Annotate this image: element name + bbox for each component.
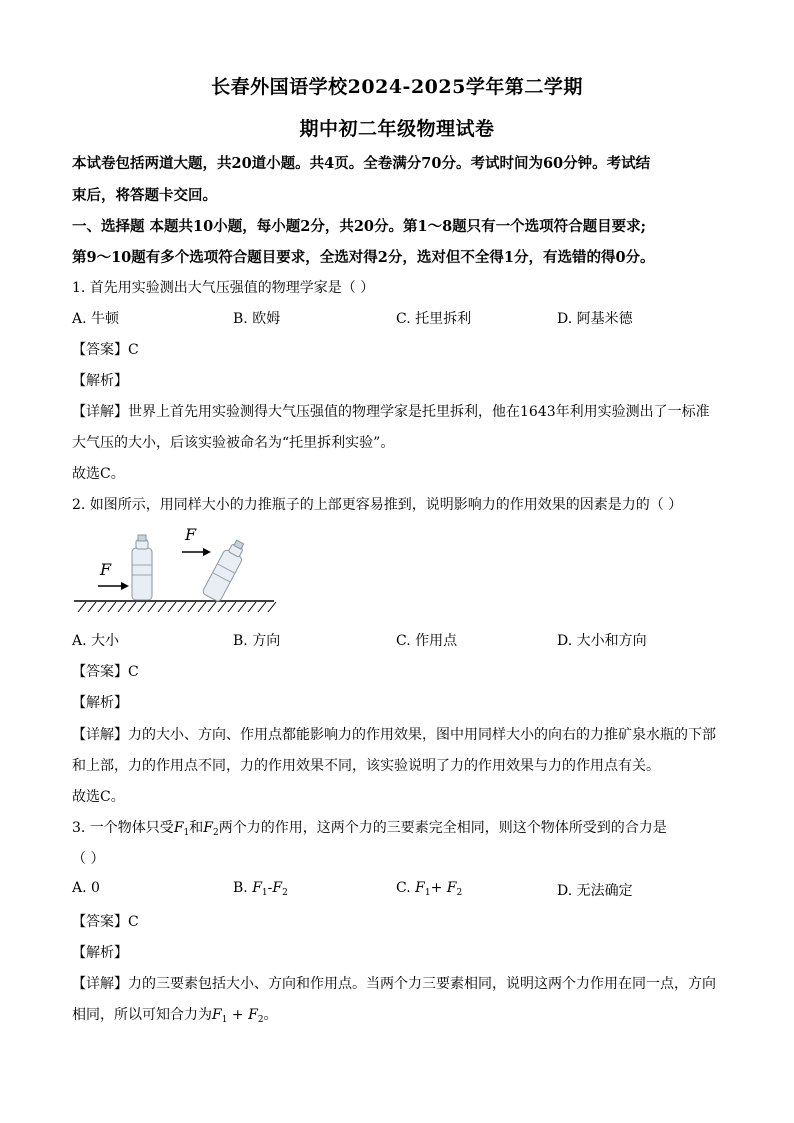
question-1-answer: 【答案】C	[72, 342, 139, 358]
question-2-option-a: A. 大小	[72, 633, 120, 649]
bottle-upright	[132, 535, 152, 600]
question-2-detail-line-2: 和上部，力的作用点不同，力的作用效果不同，该实验说明了力的作用效果与力的作用点有关。	[72, 758, 660, 774]
question-1-analysis-label: 【解析】	[72, 373, 128, 389]
section-heading-line-1: 一、选择题 本题共10小题，每小题2分，共20分。第1～8题只有一个选项符合题目要求;	[72, 218, 647, 235]
question-2-answer: 【答案】C	[72, 664, 139, 680]
force-label-upper: F	[185, 525, 197, 544]
question-3-option-a: A. 0	[72, 880, 100, 896]
question-3-stem: 3. 一个物体只受$F_1$和$F_2$两个力的作用，这两个力的三要素完全相同，则这个物体所受到的合力是	[72, 820, 667, 838]
question-1-option-c: C. 托里拆利	[396, 311, 472, 327]
question-1-option-d: D. 阿基米德	[557, 311, 633, 327]
question-2-detail-line-1: 【详解】力的大小、方向、作用点都能影响力的作用效果，图中用同样大小的向右的力推矿泉水瓶的下部	[72, 727, 716, 743]
question-1-stem: 1. 首先用实验测出大气压强值的物理学家是（ ）	[72, 280, 375, 296]
intro-line-2: 束后，将答题卡交回。	[72, 187, 217, 204]
exam-title: 长春外国语学校2024-2025学年第二学期	[211, 76, 583, 98]
question-3-stem-line-2: （ ）	[72, 851, 105, 867]
question-2-analysis-label: 【解析】	[72, 695, 128, 711]
force-label-lower: F	[100, 560, 112, 579]
section-heading-line-2: 第9～10题有多个选项符合题目要求，全选对得2分，选对但不全得1分，有选错的得0分。	[72, 249, 655, 266]
intro-line-1: 本试卷包括两道大题，共20道小题。共4页。全卷满分70分。考试时间为60分钟。考试结	[72, 155, 651, 172]
question-3-option-d: D. 无法确定	[557, 883, 633, 899]
question-3-option-b: B. $F_1-F_2$	[233, 880, 288, 898]
question-2-option-b: B. 方向	[233, 633, 281, 649]
question-3-detail-line-1: 【详解】力的三要素包括大小、方向和作用点。当两个力三要素相同，说明这两个力作用在同一点，方向	[72, 976, 716, 992]
question-1-option-a: A. 牛顿	[72, 311, 120, 327]
question-2-conclusion: 故选C。	[72, 789, 125, 805]
question-2-option-d: D. 大小和方向	[557, 633, 647, 649]
question-1-detail-line-2: 大气压的大小，后该实验被命名为“托里拆利实验”。	[72, 435, 395, 451]
bottle-tilted	[202, 537, 249, 602]
question-1-option-b: B. 欧姆	[233, 311, 281, 327]
question-1-conclusion: 故选C。	[72, 466, 125, 482]
bottle-push-figure	[70, 520, 280, 620]
ground-hatching	[78, 602, 276, 612]
force-arrow-lower-head	[121, 582, 129, 590]
question-2-stem: 2. 如图所示，用同样大小的力推瓶子的上部更容易推到，说明影响力的作用效果的因素是力的（ ）	[72, 497, 683, 513]
question-3-option-c: C. $F_1+ F_2$	[396, 880, 463, 898]
question-2-option-c: C. 作用点	[396, 633, 458, 649]
question-3-detail-line-2: 相同，所以可知合力为$F_1 + F_2$。	[72, 1007, 278, 1025]
question-3-analysis-label: 【解析】	[72, 945, 128, 961]
force-arrow-upper-head	[203, 548, 211, 556]
question-3-answer: 【答案】C	[72, 914, 139, 930]
exam-subtitle: 期中初二年级物理试卷	[299, 118, 495, 140]
question-1-detail-line-1: 【详解】世界上首先用实验测得大气压强值的物理学家是托里拆利，他在1643年利用实验测出了一标准	[72, 404, 710, 420]
